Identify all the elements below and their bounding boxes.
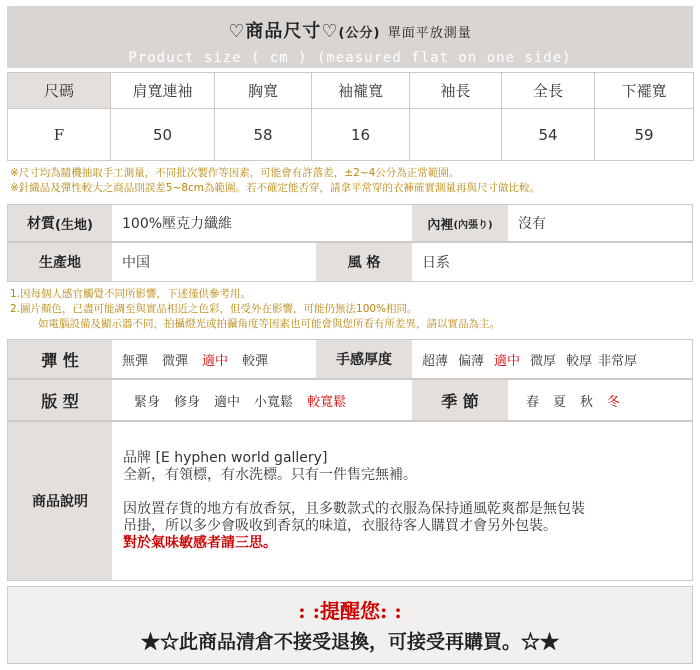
thickness-label: 手感厚度 (316, 340, 412, 378)
size-col-header: 尺碼 (8, 73, 111, 109)
elasticity-option: 無彈 (122, 353, 149, 369)
size-measure-note: 單面平放測量 (387, 26, 472, 41)
disclaimer-notes (10, 287, 500, 332)
style-value: 日系 (422, 255, 450, 271)
description-line: 全新，有領標，有水洗標。只有一件售完無補。 (123, 467, 417, 483)
fit-option: 適中 (214, 394, 241, 410)
reminder-body: ★☆此商品清倉不接受退換，可接受再購買。☆★ (140, 631, 559, 653)
disclaimer-note: 2.圖片顏色，已盡可能調至與實品相近之色彩，但受外在影響，可能仍無法100%相同。 (10, 303, 418, 315)
fit-row (7, 379, 693, 421)
size-cell: 59 (595, 109, 694, 161)
elasticity-label: 彈 性 (8, 340, 112, 378)
thickness-options (412, 340, 692, 378)
description-row (7, 421, 693, 581)
description-body (123, 450, 585, 552)
thickness-option: 非常厚 (598, 353, 638, 369)
size-col-header: 袖長 (410, 73, 502, 109)
lining-value: 沒有 (518, 216, 546, 232)
elasticity-row (7, 339, 693, 379)
origin-label: 生產地 (8, 243, 112, 281)
size-subtitle: Product size ( cm ) (measured flat on one side) (128, 50, 572, 66)
thickness-option: 較厚 (566, 353, 593, 369)
material-label-sub: (生地) (55, 217, 93, 233)
size-table-header (8, 73, 694, 109)
style-label: 風 格 (316, 243, 412, 281)
reminder-title: : :提醒您: : (298, 599, 402, 623)
origin-row (7, 242, 693, 282)
description-gap (123, 484, 585, 501)
size-cell: 58 (215, 109, 312, 161)
season-option-selected: 冬 (607, 394, 621, 410)
thickness-option-selected: 適中 (494, 353, 521, 369)
description-label: 商品說明 (8, 422, 112, 580)
size-cell: 16 (312, 109, 410, 161)
lining-label-sub: (內張り) (453, 219, 493, 231)
description-line: 吊掛，所以多少會吸收到香氛的味道，衣服待客人購買才會另外包裝。 (123, 518, 557, 534)
elasticity-option-selected: 適中 (202, 353, 229, 369)
elasticity-option: 較彈 (242, 353, 269, 369)
thickness-option: 微厚 (530, 353, 557, 369)
size-col-header: 肩寬連袖 (111, 73, 215, 109)
size-table (7, 72, 694, 161)
material-value: 100%壓克力纖維 (122, 216, 233, 232)
size-cell (410, 109, 502, 161)
size-title-text: ♡商品尺寸♡ (228, 21, 339, 42)
material-label (8, 205, 112, 241)
size-col-header: 袖襱寬 (312, 73, 410, 109)
measurement-notes (10, 166, 540, 196)
size-table-row (8, 109, 694, 161)
fit-option-selected: 較寬鬆 (307, 394, 347, 410)
fit-option: 小寬鬆 (254, 394, 294, 410)
size-col-header: 全長 (502, 73, 595, 109)
material-label-text: 材質 (27, 216, 56, 232)
season-option: 秋 (580, 394, 594, 410)
season-label: 季 節 (412, 380, 508, 420)
lining-label-text: 內裡 (427, 217, 454, 233)
thickness-option: 偏薄 (458, 353, 485, 369)
size-cell: 50 (111, 109, 215, 161)
description-warning: 對於氣味敏感者請三思。 (123, 535, 277, 551)
lining-label (412, 205, 508, 241)
description-line: 品牌 [E hyphen world gallery] (123, 450, 328, 466)
season-options (508, 380, 692, 420)
size-unit: (公分) (338, 26, 381, 41)
fit-options (112, 380, 412, 420)
reminder-box (7, 586, 693, 664)
material-row (7, 204, 693, 242)
elasticity-option: 微彈 (162, 353, 189, 369)
size-title (7, 17, 693, 43)
disclaimer-note: 1.因每個人感官觸覺不同所影響，下述僅供參考用。 (10, 288, 252, 300)
season-option: 夏 (553, 394, 567, 410)
size-col-header: 胸寬 (215, 73, 312, 109)
origin-value: 中国 (122, 255, 150, 271)
size-col-header: 下襬寬 (595, 73, 694, 109)
measurement-note: ※尺寸均為隨機抽取手工測量，不同批次製作等因素，可能會有許落差，±2~4公分為正常範圍。 (10, 167, 460, 179)
disclaimer-note: 如電腦設備及顯示器不同，拍攝燈光或拍攝角度等因素也可能會與您所看有所差異，請以實品為主。 (38, 318, 500, 330)
measurement-note: ※針織品及彈性較大之商品則誤差5~8cm為範圍。若不確定能否穿，請拿平常穿的衣褲確實測量再與尺寸做比較。 (10, 182, 540, 194)
fit-label: 版 型 (8, 380, 112, 420)
elasticity-options (112, 340, 316, 378)
fit-option: 修身 (174, 394, 201, 410)
size-header (7, 6, 693, 68)
season-option: 春 (526, 394, 540, 410)
size-cell: F (8, 109, 111, 161)
description-line: 因放置存貨的地方有放香氛，且多數款式的衣服為保持通風乾爽都是無包裝 (123, 501, 585, 517)
fit-option: 緊身 (134, 394, 161, 410)
thickness-option: 超薄 (422, 353, 449, 369)
size-cell: 54 (502, 109, 595, 161)
